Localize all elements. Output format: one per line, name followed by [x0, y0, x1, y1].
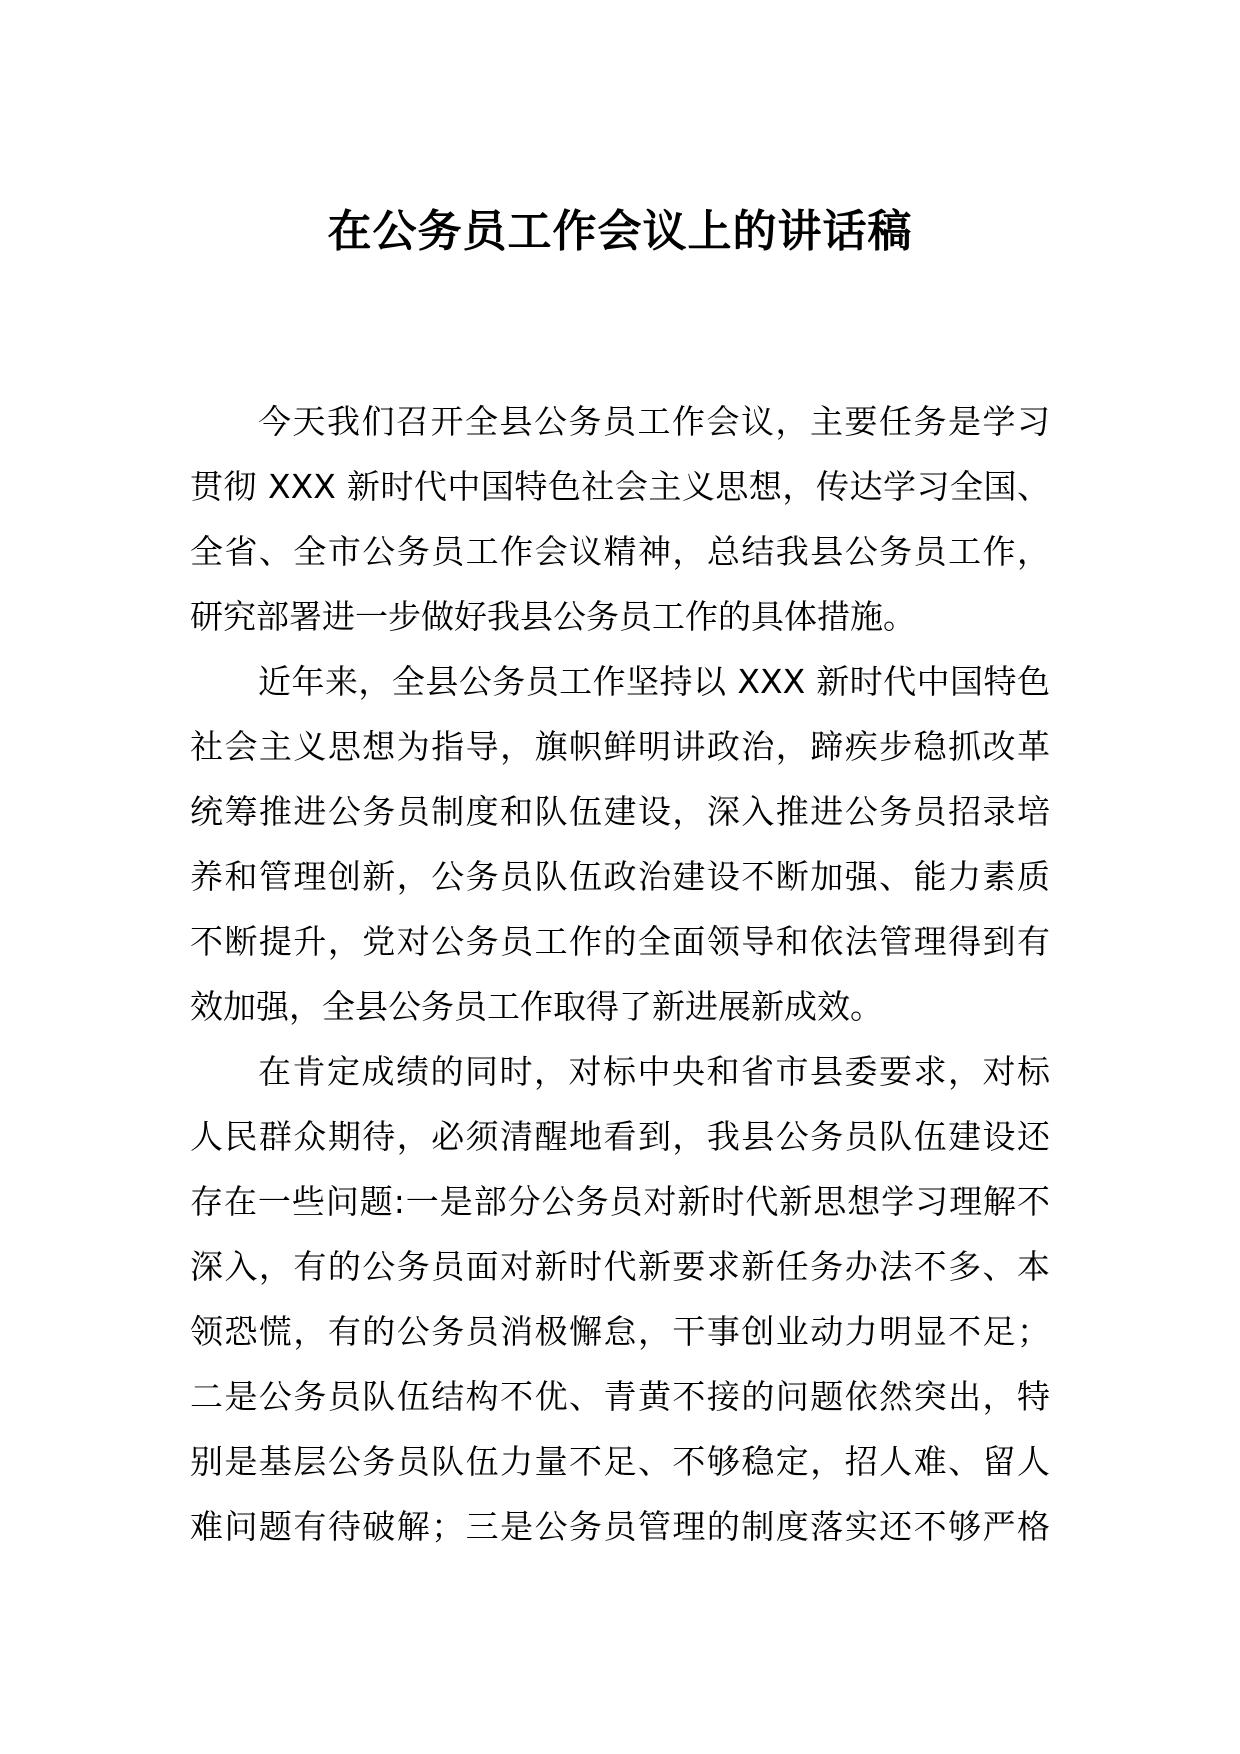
text-line: 近年来，全县公务员工作坚持以 XXX 新时代中国特色 — [258, 662, 1050, 701]
paragraph — [190, 389, 1050, 649]
text-line: 统筹推进公务员制度和队伍建设，深入推进公务员招录培 — [190, 792, 1050, 831]
text-line: 人民群众期待，必须清醒地看到，我县公务员队伍建设还 — [190, 1117, 1050, 1156]
document-title: 在公务员工作会议上的讲话稿 — [327, 206, 913, 257]
text-line: 贯彻 XXX 新时代中国特色社会主义思想，传达学习全国、 — [190, 467, 1050, 506]
text-line: 研究部署进一步做好我县公务员工作的具体措施。 — [190, 597, 916, 636]
text-line: 领恐慌，有的公务员消极懈怠，干事创业动力明显不足； — [190, 1312, 1050, 1351]
text-line: 养和管理创新，公务员队伍政治建设不断加强、能力素质 — [190, 857, 1050, 896]
text-line: 不断提升，党对公务员工作的全面领导和依法管理得到有 — [190, 922, 1050, 961]
text-line: 社会主义思想为指导，旗帜鲜明讲政治，蹄疾步稳抓改革 — [190, 727, 1050, 766]
text-line: 今天我们召开全县公务员工作会议，主要任务是学习 — [258, 402, 1050, 441]
text-line: 效加强，全县公务员工作取得了新进展新成效。 — [190, 987, 883, 1026]
text-line: 二是公务员队伍结构不优、青黄不接的问题依然突出，特 — [190, 1377, 1050, 1416]
text-line: 难问题有待破解；三是公务员管理的制度落实还不够严格 — [190, 1507, 1050, 1546]
paragraph — [190, 649, 1050, 1039]
text-line: 别是基层公务员队伍力量不足、不够稳定，招人难、留人 — [190, 1442, 1050, 1481]
text-line: 深入，有的公务员面对新时代新要求新任务办法不多、本 — [190, 1247, 1050, 1286]
paragraph — [190, 1039, 1050, 1559]
document-body — [190, 389, 1050, 1559]
text-line: 在肯定成绩的同时，对标中央和省市县委要求，对标 — [258, 1052, 1050, 1091]
text-line: 存在一些问题:一是部分公务员对新时代新思想学习理解不 — [190, 1182, 1050, 1221]
text-line: 全省、全市公务员工作会议精神，总结我县公务员工作， — [190, 532, 1050, 571]
